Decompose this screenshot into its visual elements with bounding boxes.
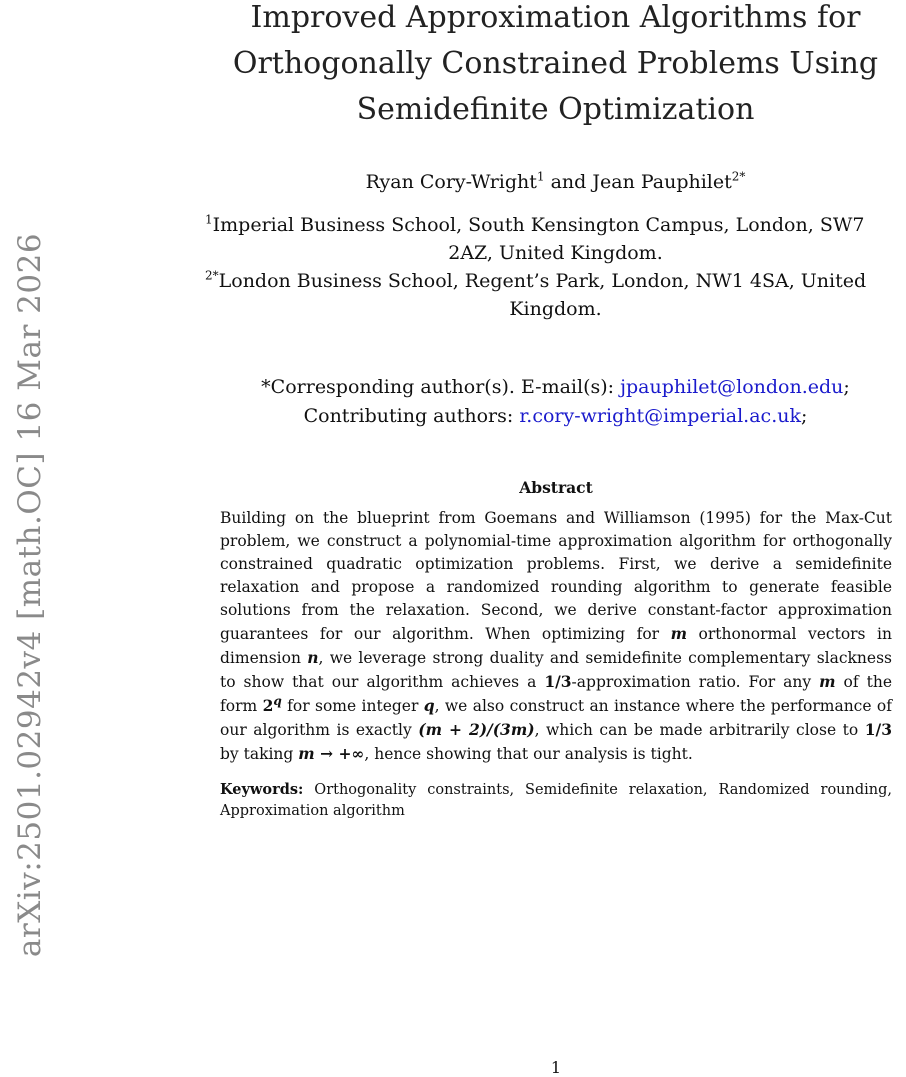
page-number: 1 <box>550 1058 562 1077</box>
math-expression: m → +∞ <box>298 744 365 763</box>
abstract-text: for some integer <box>281 697 424 715</box>
arxiv-identifier-stamp: arXiv:2501.02942v4 [math.OC] 16 Mar 2026 <box>12 232 48 958</box>
affiliation-mark: 2* <box>731 169 746 184</box>
affiliation-text: Kingdom. <box>509 298 602 320</box>
title-line: Semidefinite Optimization <box>356 92 755 127</box>
author-conjunction: and <box>544 171 593 193</box>
abstract-text: , hence showing that our analysis is tight. <box>364 745 693 763</box>
abstract-text: -approximation ratio. For any <box>571 673 820 691</box>
math-exponent: q <box>273 693 282 708</box>
separator: ; <box>800 405 808 427</box>
abstract-text: , we also construct an instance where the performance of our algorithm is exactly <box>220 697 892 739</box>
math-symbol: n <box>307 648 319 667</box>
abstract-heading: Abstract <box>519 478 593 497</box>
author-name: Ryan Cory-Wright <box>365 171 537 193</box>
affiliation-text: Imperial Business School, South Kensington Campus, London, SW7 <box>212 214 865 236</box>
abstract-text: Building on the blueprint from Goemans and Williamson (1995) for the Max-Cut problem, we construct a polynomial-time approximation algorithm for orthogonally constrained quadratic optimization problems. First, we derive a semidefinite relaxation and propose a randomized rounding algorithm to generate feasible solutions from the relaxation. Second, we derive constant-factor approximation guarantees for our algorithm. When optimizing for <box>220 509 892 643</box>
math-expression: (m + 2)/(3m) <box>418 720 535 739</box>
math-symbol: m <box>819 672 836 691</box>
affiliation-mark: 1 <box>205 212 213 227</box>
abstract-text: of the form <box>220 673 892 715</box>
contributing-label: Contributing authors: <box>303 405 520 427</box>
title-line: Improved Approximation Algorithms for <box>250 0 861 35</box>
affiliation-mark: 2* <box>205 268 219 283</box>
abstract-text: orthonormal vectors in dimension <box>220 625 892 667</box>
abstract-body <box>220 507 892 766</box>
keywords-label: Keywords: <box>220 781 304 798</box>
author-list <box>205 168 906 196</box>
affiliation-text: 2AZ, United Kingdom. <box>448 242 663 264</box>
affiliation-mark: 1 <box>536 169 545 184</box>
author-name: Jean Pauphilet <box>592 171 732 193</box>
affiliation-text: London Business School, Regent’s Park, London, NW1 4SA, United <box>218 270 867 292</box>
corresponding-email-link[interactable]: jpauphilet@london.edu <box>620 376 844 398</box>
title-line: Orthogonally Constrained Problems Using <box>232 46 879 81</box>
paper-title <box>205 0 906 133</box>
contact-info <box>205 373 906 431</box>
separator: ; <box>843 376 850 398</box>
math-symbol: 2 <box>262 696 274 715</box>
affiliation <box>205 211 906 267</box>
math-symbol: 1/3 <box>864 720 892 739</box>
abstract-text: , we leverage strong duality and semidefinite complementary slackness to show that our algorithm achieves a <box>220 649 892 691</box>
contributing-email-link[interactable]: r.cory-wright@imperial.ac.uk <box>519 405 801 427</box>
affiliation <box>205 267 906 323</box>
math-symbol: 1/3 <box>544 672 572 691</box>
math-symbol: m <box>670 624 687 643</box>
corresponding-label: *Corresponding author(s). E-mail(s): <box>261 376 621 398</box>
abstract-text: , which can be made arbitrarily close to <box>534 721 865 739</box>
keywords <box>220 779 892 822</box>
math-symbol: q <box>423 696 435 715</box>
abstract-text: by taking <box>220 745 299 763</box>
keywords-text: Orthogonality constraints, Semidefinite relaxation, Randomized rounding, Approximation algorithm <box>220 782 892 819</box>
